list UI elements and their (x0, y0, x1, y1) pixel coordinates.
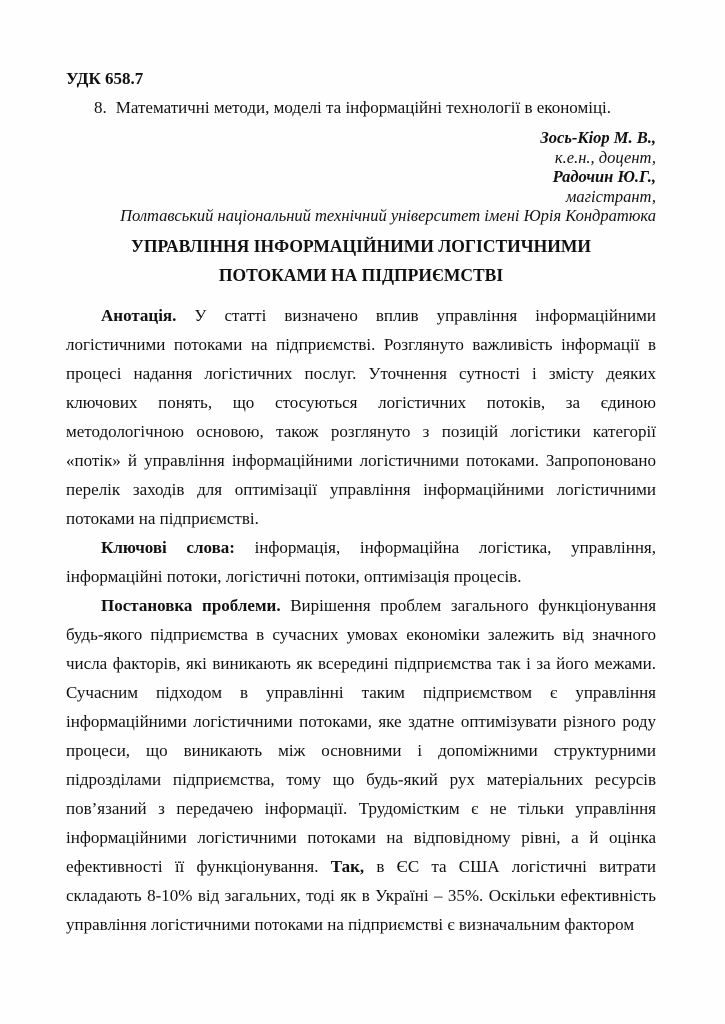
problem-lead: Постановка проблеми. (101, 596, 281, 616)
problem-text-before: Вирішення проблем загального функціонування будь-якого підприємства в сучасних умовах економіки залежить від значного числа факторів, які виникають як всередині підприємства так і за його межами. Сучасним підходом в управлінні таким підприємством є управління інформаційними логістичними потоками, яке здатне оптимізувати різного роду процеси, що виникають між основними і допоміжними структурними підрозділами підприємства, тому що будь-який рух матеріальних ресурсів пов’язаний з передачею інформації. Трудомістким є не тільки управління інформаційними логістичними потоками на відповідному рівні, а й оцінка ефективності її функціонування. (66, 596, 657, 877)
author-name: Зось-Кіор М. В., (540, 128, 656, 147)
author-name: Радочин Ю.Г., (552, 167, 656, 186)
problem-paragraph (66, 591, 656, 939)
affiliation: Полтавський національний технічний університет імені Юрія Кондратюка (120, 206, 656, 225)
keywords-lead: Ключові слова: (101, 538, 235, 558)
problem-emphasis: Так, (330, 857, 365, 877)
category-text: Математичні методи, моделі та інформаційні технології в економіці. (115, 98, 612, 117)
article-title-line-2: ПОТОКАМИ НА ПІДПРИЄМСТВІ (218, 264, 504, 285)
abstract-lead: Анотація. (101, 306, 177, 326)
keywords-paragraph (66, 533, 656, 591)
author-role: магістрант, (565, 186, 656, 206)
abstract-text: У статті визначено вплив управління інформаційними логістичними потоками на підприємстві. Розглянуто важливість інформації в процесі надання логістичних послуг. Уточнення сутності і змісту деяких ключових понять, що стосуються логістичних потоків, за єдиною методологічною основою, також розглянуто з позицій логістики категорії «потік» й управління інформаційними логістичними потоками. Запропоновано перелік заходів для оптимізації управління інформаційними логістичними потоками на підприємстві. (66, 306, 656, 529)
category-number: 8. (94, 98, 107, 117)
keywords-text: інформація, інформаційна логістика, управління, інформаційні потоки, логістичні потоки, оптимізація процесів. (66, 538, 657, 587)
abstract-paragraph (66, 301, 656, 533)
article-body (66, 301, 656, 939)
article-title-line-1: УПРАВЛІННЯ ІНФОРМАЦІЙНИМИ ЛОГІСТИЧНИМИ (131, 235, 591, 256)
category-line (66, 93, 656, 122)
udc-code: УДК 658.7 (66, 69, 144, 88)
author-role: к.е.н., доцент, (554, 147, 656, 167)
article-title (66, 232, 656, 290)
author-block (66, 128, 656, 226)
problem-text-after: в ЄС та США логістичні витрати складають 8-10% від загальних, тоді як в Україні – 35%. Оскільки ефективність управління логістичними потоками на підприємстві є визначальним фактором (66, 857, 657, 935)
